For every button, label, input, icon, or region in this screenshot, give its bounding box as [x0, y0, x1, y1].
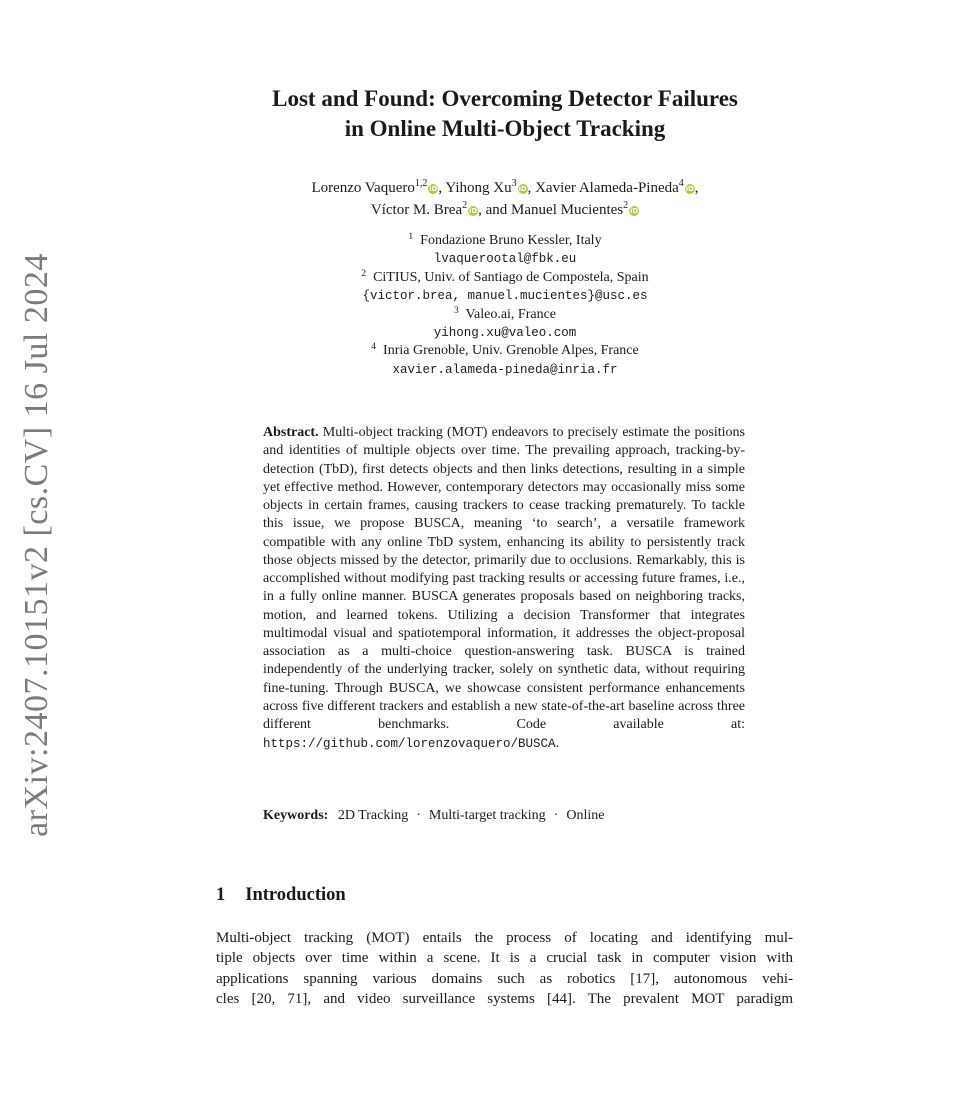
author-affiliation-marker: 3 — [511, 178, 517, 189]
section-title: Introduction — [245, 885, 346, 905]
keywords — [263, 807, 745, 825]
affiliation-name: Inria Grenoble, Univ. Grenoble Alpes, France — [383, 343, 639, 359]
author-list — [150, 177, 860, 221]
author-affiliation-marker: 1,2 — [414, 178, 428, 189]
keyword: Online — [566, 808, 605, 823]
affiliation-number: 1 — [408, 232, 414, 242]
code-link[interactable]: https://github.com/lorenzovaquero/BUSCA — [263, 736, 556, 751]
keyword-separator: · — [416, 808, 421, 823]
affiliation-name: Fondazione Bruno Kessler, Italy — [420, 233, 602, 248]
abstract — [263, 424, 745, 753]
affiliation — [150, 342, 860, 360]
affiliation-email[interactable]: lvaquerootal@fbk.eu — [433, 252, 577, 267]
orcid-icon[interactable]: iD — [685, 185, 694, 193]
affiliation-number: 2 — [361, 268, 367, 279]
affiliation-list — [150, 232, 860, 379]
author-conjunction: and — [485, 202, 508, 218]
affiliation-email[interactable]: yihong.xu@valeo.com — [433, 326, 577, 341]
intro-line: applications spanning various domains such as robotics [17], autonomous vehi- — [216, 970, 793, 987]
abstract-text: Multi-object tracking (MOT) endeavors to precisely estimate the positions and identities of multiple objects over time. The prevailing approach, tracking-by-detection (TbD), first detects objects and then links detections, resulting in a simple yet effective method. However, contemporary detectors may occasionally miss some objects in certain frames, causing trackers to cease tracking prematurely. To tackle this issue, we propose BUSCA, meaning ‘to search’, a versatile framework compatible with any online TbD system, enhancing its ability to persistently track those objects missed by the detector, primarily due to occlusions. Remarkably, this is accomplished without modifying past tracking results or accessing future frames, i.e., in a fully online manner. BUSCA generates proposals based on neighboring tracks, motion, and learned tokens. Utilizing a decision Transformer that integrates multimodal visual and spatiotemporal information, it addresses the object-proposal association as a multi-choice question-answering task. BUSCA is trained independently of the underlying tracker, solely on synthetic data, without requiring fine-tuning. Through BUSCA, we showcase consistent performance enhancements across five different trackers and establish a new state-of-the-art baseline across three different benchmarks. Code available at: — [263, 425, 746, 733]
orcid-icon[interactable]: iD — [518, 185, 527, 193]
intro-line: tiple objects over time within a scene. It is a crucial task in computer vision with — [216, 950, 793, 967]
author-name: Xavier Alameda-Pineda — [535, 180, 679, 196]
affiliation-name: Valeo.ai, France — [465, 306, 557, 322]
intro-line: Multi-object tracking (MOT) entails the process of locating and identifying mul- — [216, 930, 793, 946]
affiliation-name: CiTIUS, Univ. of Santiago de Compostela, Spain — [373, 269, 649, 285]
author-name: Lorenzo Vaquero — [311, 180, 415, 196]
keyword: 2D Tracking — [337, 808, 409, 823]
affiliation-email[interactable]: {victor.brea, manuel.mucientes}@usc.es — [362, 289, 648, 304]
arxiv-identifier-text: arXiv:2407.10151v2 [cs.CV] 16 Jul 2024 — [18, 253, 55, 837]
author-name: Yihong Xu — [445, 180, 512, 196]
arxiv-identifier — [9, 253, 65, 837]
author-name: Manuel Mucientes — [511, 202, 624, 218]
affiliation — [150, 232, 860, 250]
affiliation — [150, 269, 860, 287]
author-line-1: Lorenzo Vaquero$^{1,2}$ iD, Yihong Xu$^3$ iD, Xavier Alameda-Pineda$^4$ iD, — [311, 178, 699, 196]
author-affiliation-marker: 2 — [462, 200, 468, 211]
orcid-icon[interactable]: iD — [469, 207, 478, 215]
abstract-label: Abstract. — [263, 425, 319, 440]
intro-line: cles [20, 71], and video surveillance systems [44]. The prevalent MOT paradigm — [216, 990, 793, 1007]
paper-title-line-2: in Online Multi-Object Tracking — [344, 116, 666, 141]
keyword-separator: · — [553, 808, 559, 823]
affiliation-number: 4 — [371, 342, 377, 353]
author-affiliation-marker: 4 — [678, 178, 684, 189]
affiliation-number: 3 — [453, 305, 459, 316]
keyword: Multi-target tracking — [428, 808, 546, 823]
section-heading — [216, 885, 346, 906]
author-name: Víctor M. Brea — [370, 202, 463, 218]
author-line-2: Víctor M. Brea$^2$ iD, and Manuel Mucientes$^2$ iD — [370, 200, 639, 218]
orcid-icon[interactable]: iD — [429, 185, 438, 193]
keywords-label: Keywords: — [263, 808, 329, 823]
paper-title-line-1: Lost and Found: Overcoming Detector Failures — [272, 86, 738, 111]
intro-paragraph — [216, 928, 793, 1009]
abstract-end: . — [555, 735, 560, 751]
affiliation — [150, 306, 860, 324]
affiliation-email[interactable]: xavier.alameda-pineda@inria.fr — [392, 362, 618, 377]
author-affiliation-marker: 2 — [623, 200, 629, 211]
orcid-icon[interactable]: iD — [630, 207, 639, 215]
section-number: 1 — [216, 885, 226, 905]
paper-title — [150, 84, 860, 144]
